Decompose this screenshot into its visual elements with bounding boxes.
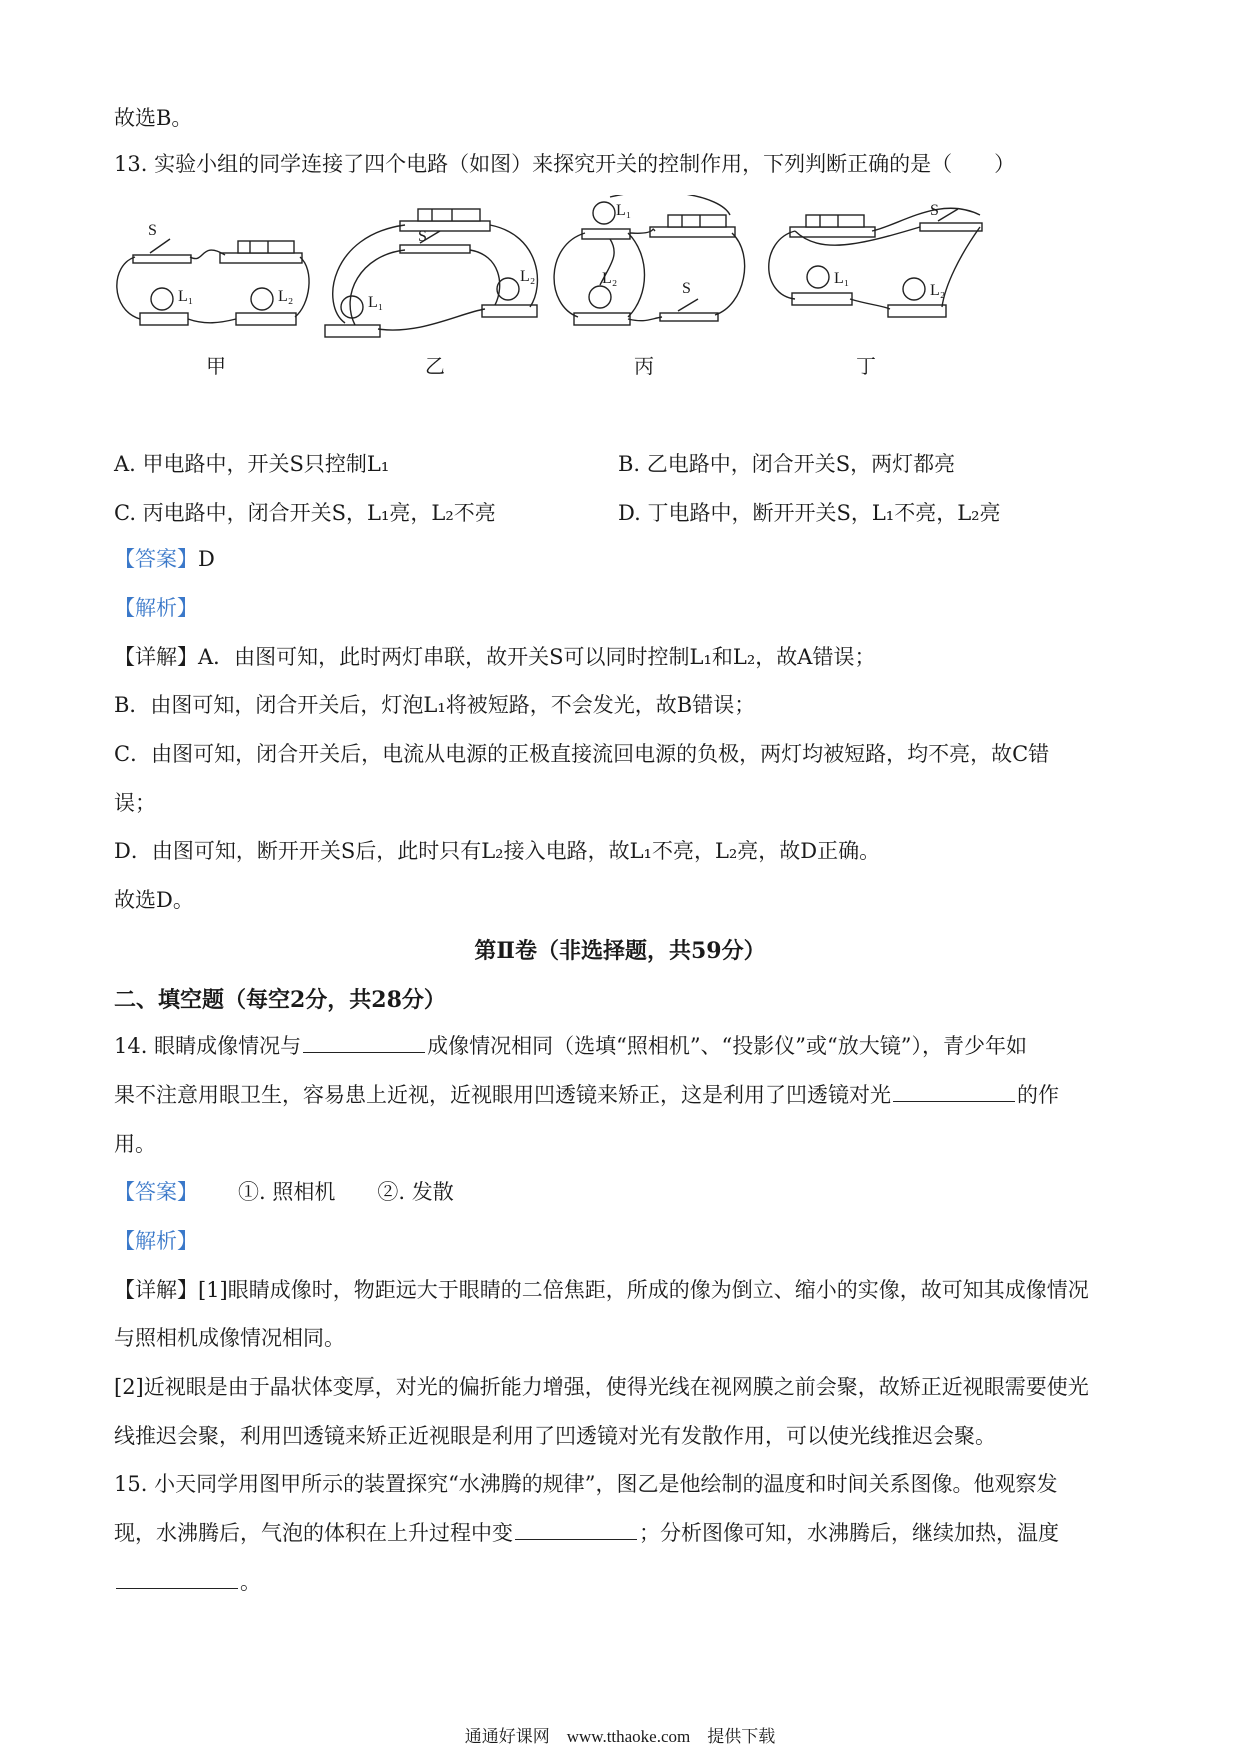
q15-text-3: 。 (240, 1570, 261, 1594)
question-15: 15. 小天同学用图甲所示的装置探究“水沸腾的规律”，图乙是他绘制的温度和时间关系图像。他观察发 (114, 1472, 1058, 1496)
ding-l1-label: L₁ (834, 270, 850, 287)
circuit-ding (769, 208, 982, 317)
answer-blank-1[interactable] (303, 1032, 425, 1053)
q15-text-2: ；分析图像可知，水沸腾后，继续加热，温度 (639, 1521, 1059, 1545)
detail-14-c: [2]近视眼是由于晶状体变厚，对光的偏折能力增强，使得光线在视网膜之前会聚，故矫正近视眼需要使光 (114, 1375, 1089, 1399)
answer-blank-2[interactable] (893, 1081, 1015, 1102)
bing-switch-label: S (682, 280, 691, 297)
question-14-end: 用。 (114, 1132, 156, 1156)
question-13: 13. 实验小组的同学连接了四个电路（如图）来探究开关的控制作用，下列判断正确的是（ ） (114, 152, 1016, 176)
q14-text-2: 成像情况相同（选填“照相机”、“投影仪”或“放大镜”），青少年如 (427, 1034, 1027, 1058)
circuit-bing (554, 195, 745, 325)
circuit-yi (325, 209, 537, 337)
option-a: A. 甲电路中，开关S只控制L₁ (114, 452, 390, 476)
answer-blank-3[interactable] (515, 1519, 637, 1540)
option-d: D. 丁电路中，断开开关S，L₁不亮，L₂亮 (618, 501, 1001, 525)
circuit-figures (0, 195, 1240, 375)
detail-14-a: 【详解】[1]眼睛成像时，物距远大于眼睛的二倍焦距，所成的像为倒立、缩小的实像，故可知其成像情况 (114, 1278, 1089, 1302)
figure-label-ding: 丁 (856, 354, 876, 378)
analysis-tag: 【解析】 (114, 596, 198, 620)
answer-14 (114, 1178, 454, 1206)
page-footer: 通通好课网 www.tthaoke.com 提供下载 (464, 1727, 776, 1746)
answer-blank-4[interactable] (116, 1568, 238, 1589)
detail-14-d: 线推迟会聚，利用凹透镜来矫正近视眼是利用了凹透镜对光有发散作用，可以使光线推迟会聚。 (114, 1424, 996, 1448)
ding-switch-label: S (930, 202, 939, 219)
figure-label-yi: 乙 (425, 354, 445, 378)
q14-text-3: 果不注意用眼卫生，容易患上近视，近视眼用凹透镜来矫正，这是利用了凹透镜对光 (114, 1083, 891, 1107)
q15-text-1: 现，水沸腾后，气泡的体积在上升过程中变 (114, 1521, 513, 1545)
detail-13-a: 【详解】A．由图可知，此时两灯串联，故开关S可以同时控制L₁和L₂，故A错误； (114, 645, 876, 669)
conclusion-d: 故选D。 (114, 888, 194, 912)
answer-value: ①. 照相机 ②. 发散 (238, 1180, 454, 1204)
circuit-jia (117, 239, 309, 325)
detail-13-c-cont: 误； (114, 791, 156, 815)
part-2-title: 第Ⅱ卷（非选择题，共59分） (474, 938, 766, 964)
jia-l1-label: L₁ (178, 288, 194, 305)
figure-label-jia: 甲 (206, 354, 226, 378)
bing-l1-label: L₁ (616, 202, 632, 219)
conclusion-text: 故选B。 (114, 106, 193, 130)
question-14-cont (114, 1081, 1059, 1109)
yi-l1-label: L₁ (368, 294, 384, 311)
answer-13 (114, 545, 215, 573)
detail-13-d: D．由图可知，断开开关S后，此时只有L₂接入电路，故L₁不亮，L₂亮，故D正确。 (114, 839, 881, 863)
question-15-end (114, 1568, 261, 1596)
yi-switch-label: S (418, 228, 427, 245)
q14-text-1: 14. 眼睛成像情况与 (114, 1034, 302, 1058)
detail-14-b: 与照相机成像情况相同。 (114, 1326, 345, 1350)
question-15-cont (114, 1519, 1059, 1547)
detail-13-b: B．由图可知，闭合开关后，灯泡L₁将被短路，不会发光，故B错误； (114, 693, 756, 717)
option-b: B. 乙电路中，闭合开关S，两灯都亮 (618, 452, 956, 476)
ding-l2-label: L₂ (930, 282, 946, 299)
option-c: C. 丙电路中，闭合开关S，L₁亮，L₂不亮 (114, 501, 496, 525)
jia-l2-label: L₂ (278, 288, 294, 305)
yi-l2-label: L₂ (520, 268, 536, 285)
jia-switch-label: S (148, 222, 157, 239)
q14-text-4: 的作 (1017, 1083, 1059, 1107)
analysis-tag: 【解析】 (114, 1229, 198, 1253)
detail-13-c: C．由图可知，闭合开关后，电流从电源的正极直接流回电源的负极，两灯均被短路，均不亮，故C错 (114, 742, 1050, 766)
answer-value: D (198, 547, 215, 571)
question-14 (114, 1032, 1027, 1060)
answer-tag: 【答案】 (114, 547, 198, 571)
bing-l2-label: L₂ (602, 270, 618, 287)
figure-label-bing: 丙 (634, 354, 654, 378)
section-2-title: 二、填空题（每空2分，共28分） (114, 987, 446, 1013)
answer-tag: 【答案】 (114, 1180, 198, 1204)
